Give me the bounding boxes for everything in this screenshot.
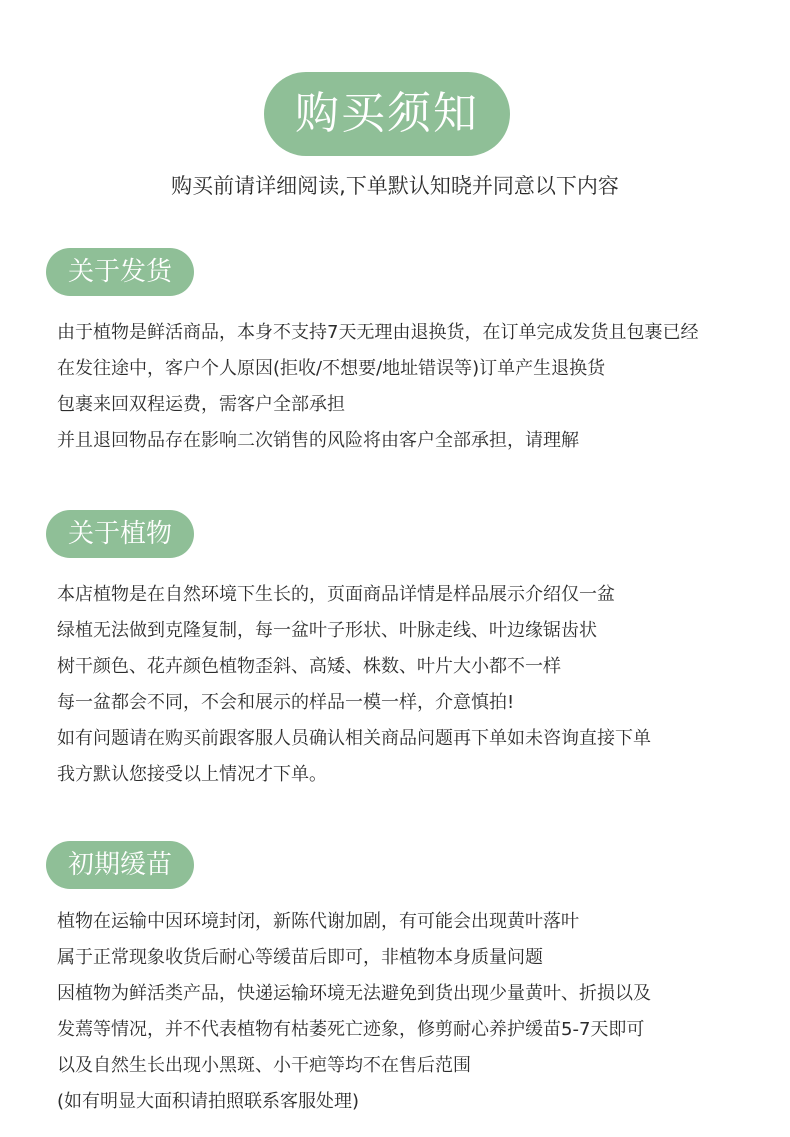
body-line: 因植物为鲜活类产品，快递运输环境无法避免到货出现少量黄叶、折损以及 <box>57 983 651 1004</box>
body-line: (如有明显大面积请拍照联系客服处理) <box>57 1091 360 1112</box>
body-line: 属于正常现象收货后耐心等缓苗后即可，非植物本身质量问题 <box>57 947 543 968</box>
body-line: 植物在运输中因环境封闭，新陈代谢加剧，有可能会出现黄叶落叶 <box>57 911 579 932</box>
section-title-plants: 关于植物 <box>46 510 194 558</box>
section-body-shipping <box>57 315 698 459</box>
body-line: 绿植无法做到克隆复制，每一盆叶子形状、叶脉走线、叶边缘锯齿状 <box>57 620 597 641</box>
body-line: 以及自然生长出现小黑斑、小干疤等均不在售后范围 <box>57 1055 471 1076</box>
body-line: 树干颜色、花卉颜色植物歪斜、高矮、株数、叶片大小都不一样 <box>57 656 561 677</box>
body-line: 发蔫等情况，并不代表植物有枯萎死亡迹象，修剪耐心养护缓苗5-7天即可 <box>57 1019 645 1040</box>
page-title: 购买须知 <box>264 72 510 156</box>
body-line: 包裹来回双程运费，需客户全部承担 <box>57 394 345 415</box>
body-line: 由于植物是鲜活商品，本身不支持7天无理由退换货，在订单完成发货且包裹已经 <box>57 322 699 343</box>
section-title-acclimation: 初期缓苗 <box>46 841 194 889</box>
section-body-plants <box>57 577 651 793</box>
body-line: 并且退回物品存在影响二次销售的风险将由客户全部承担，请理解 <box>57 430 579 451</box>
body-line: 我方默认您接受以上情况才下单。 <box>57 764 327 785</box>
body-line: 如有问题请在购买前跟客服人员确认相关商品问题再下单如未咨询直接下单 <box>57 728 651 749</box>
body-line: 在发往途中，客户个人原因(拒收/不想要/地址错误等)订单产生退换货 <box>57 358 606 379</box>
body-line: 每一盆都会不同，不会和展示的样品一模一样，介意慎拍! <box>57 692 515 713</box>
section-title-shipping: 关于发货 <box>46 248 194 296</box>
page-subtitle: 购买前请详细阅读,下单默认知晓并同意以下内容 <box>171 174 619 198</box>
section-body-acclimation <box>57 904 651 1120</box>
body-line: 本店植物是在自然环境下生长的，页面商品详情是样品展示介绍仅一盆 <box>57 584 615 605</box>
